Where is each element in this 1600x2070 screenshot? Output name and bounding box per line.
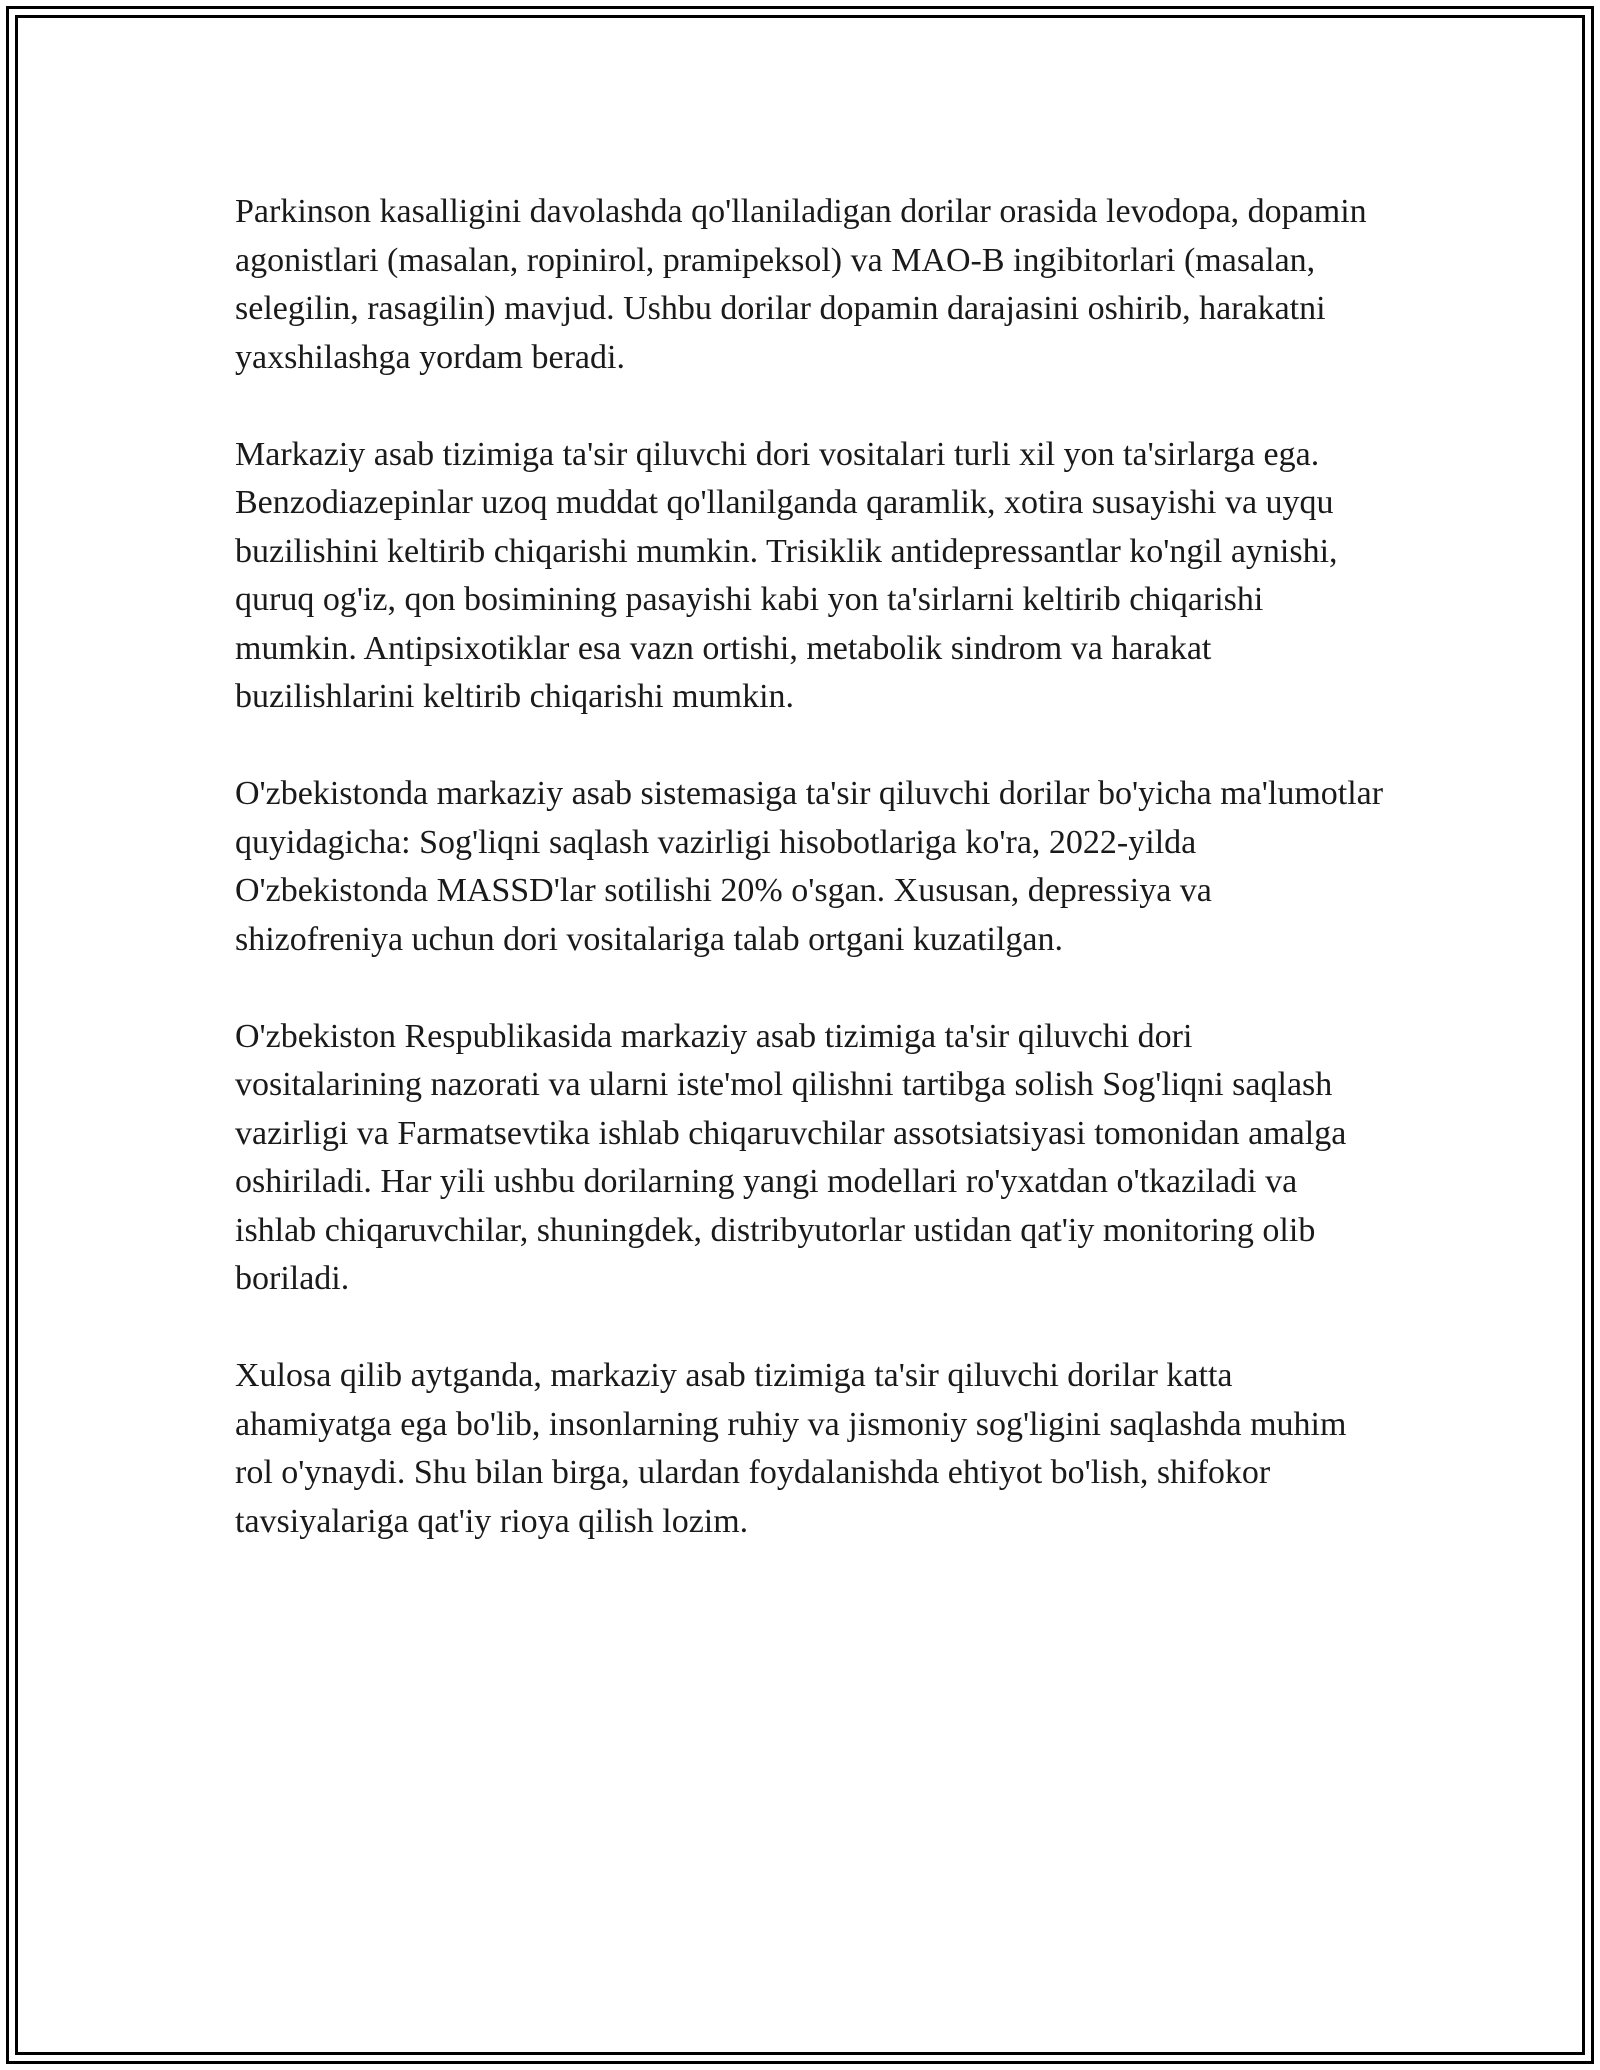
document-body	[235, 188, 1385, 1595]
paragraph-regulation: O'zbekiston Respublikasida markaziy asab tizimiga ta'sir qiluvchi dori vositalarining nazorati va ularni iste'mol qilishni tartibga solish Sog'liqni saqlash vazirligi va Farmatsevtika ishlab chiqaruvchilar assotsiatsiyasi tomonidan amalga oshiriladi. Har yili ushbu dorilarning yangi modellari ro'yxatdan o'tkaziladi va ishlab chiqaruvchilar, shuningdek, distribyutorlar ustidan qat'iy monitoring olib boriladi.	[235, 1017, 1347, 1297]
paragraph-side-effects: Markaziy asab tizimiga ta'sir qiluvchi dori vositalari turli xil yon ta'sirlarga ega. Benzodiazepinlar uzoq muddat qo'llanilganda qaramlik, xotira susayishi va uyqu buzilishini keltirib chiqarishi mumkin. Trisiklik antidepressantlar ko'ngil aynishi, quruq og'iz, qon bosimining pasayishi kabi yon ta'sirlarni keltirib chiqarishi mumkin. Antipsixotiklar esa vazn ortishi, metabolik sindrom va harakat buzilishlarini keltirib chiqarishi mumkin.	[235, 435, 1338, 715]
paragraph-conclusion: Xulosa qilib aytganda, markaziy asab tizimiga ta'sir qiluvchi dorilar katta ahamiyatga ega bo'lib, insonlarning ruhiy va jismoniy sog'ligini saqlashda muhim rol o'ynaydi. Shu bilan birga, ulardan foydalanishda ehtiyot bo'lish, shifokor tavsiyalariga qat'iy rioya qilish lozim.	[235, 1357, 1347, 1540]
paragraph-parkinson-drugs: Parkinson kasalligini davolashda qo'llaniladigan dorilar orasida levodopa, dopamin agonistlari (masalan, ropinirol, pramipeksol) va MAO-B ingibitorlari (masalan, selegilin, rasagilin) mavjud. Ushbu dorilar dopamin darajasini oshirib, harakatni yaxshilashga yordam beradi.	[235, 193, 1367, 376]
paragraph-uzbekistan-statistics: O'zbekistonda markaziy asab sistemasiga ta'sir qiluvchi dorilar bo'yicha ma'lumotlar quyidagicha: Sog'liqni saqlash vazirligi hisobotlariga ko'ra, 2022-yilda O'zbekistonda MASSD'lar sotilishi 20% o'sgan. Xususan, depressiya va shizofreniya uchun dori vositalariga talab ortgani kuzatilgan.	[235, 775, 1384, 958]
